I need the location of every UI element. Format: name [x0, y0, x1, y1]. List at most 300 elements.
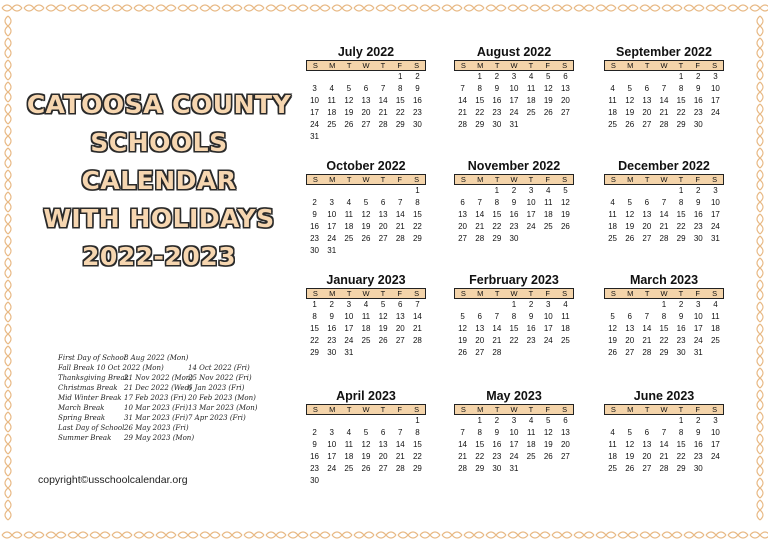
day-cell: 13	[642, 210, 652, 219]
weekday-header: W	[362, 61, 370, 70]
holiday-name: Last Day of School	[58, 424, 125, 432]
holiday-end-date: 7 Apr 2023 (Fri)	[188, 414, 246, 422]
weekday-header: T	[380, 61, 386, 70]
day-cell: 15	[509, 324, 519, 333]
day-cell: 22	[395, 108, 405, 117]
weekday-header: S	[610, 405, 616, 414]
day-cell	[340, 131, 357, 143]
day-cell: 30	[412, 120, 422, 129]
week-row	[454, 221, 574, 233]
day-cell: 18	[361, 324, 371, 333]
day-cell: 20	[642, 222, 652, 231]
day-cell: 9	[415, 84, 420, 93]
day-cell: 13	[642, 440, 652, 449]
week-row	[306, 451, 426, 463]
day-cell: 4	[363, 300, 369, 309]
day-cell	[323, 71, 340, 83]
month-title: January 2023	[326, 273, 406, 287]
day-cell: 27	[378, 464, 388, 473]
day-cell: 19	[625, 108, 635, 117]
day-cell: 16	[412, 96, 422, 105]
border-motif	[68, 5, 88, 11]
border-motif	[684, 5, 704, 11]
day-cell	[454, 71, 471, 83]
weekday-header: T	[346, 405, 352, 414]
holiday-end-date: 25 Nov 2022 (Fri)	[188, 374, 252, 382]
day-cell: 19	[543, 440, 553, 449]
border-motif	[757, 412, 763, 432]
day-cell: 17	[526, 210, 536, 219]
day-cell: 27	[475, 348, 485, 357]
day-cell: 24	[310, 120, 320, 129]
day-cell	[375, 415, 392, 427]
day-cell	[471, 299, 488, 311]
day-cell	[340, 475, 357, 487]
day-cell: 21	[458, 108, 468, 117]
day-cell: 30	[310, 476, 320, 485]
day-cell: 3	[312, 84, 317, 93]
weekday-header: M	[627, 289, 634, 298]
day-cell: 28	[659, 120, 669, 129]
month-calendar	[604, 272, 724, 359]
week-row	[306, 475, 426, 487]
day-cell: 5	[627, 198, 632, 207]
weekday-header: M	[329, 405, 336, 414]
day-cell: 10	[310, 96, 320, 105]
day-cell: 2	[494, 416, 500, 425]
day-cell: 6	[363, 84, 369, 93]
day-cell	[621, 71, 638, 83]
day-cell: 2	[696, 72, 701, 81]
border-motif	[5, 346, 11, 366]
day-cell: 12	[458, 324, 468, 333]
border-motif	[288, 5, 308, 11]
border-motif	[5, 500, 11, 520]
day-cell: 24	[327, 234, 337, 243]
week-row	[454, 335, 574, 347]
day-cell	[488, 299, 505, 311]
day-cell: 20	[395, 324, 405, 333]
decorative-border-top	[0, 0, 768, 16]
border-motif	[5, 38, 11, 58]
week-row	[306, 245, 426, 257]
day-cell: 3	[696, 300, 701, 309]
day-cell: 20	[625, 336, 635, 345]
decorative-border-right	[752, 0, 768, 543]
day-cell: 16	[693, 96, 703, 105]
day-cell: 15	[676, 96, 686, 105]
day-cell: 18	[526, 440, 536, 449]
title-line: WITH HOLIDAYS	[43, 204, 275, 233]
border-motif	[200, 532, 220, 538]
week-row	[454, 119, 574, 131]
weekday-header: F	[695, 289, 701, 298]
day-cell: 19	[625, 452, 635, 461]
week-row	[604, 335, 724, 347]
week-row	[454, 209, 574, 221]
day-cell: 9	[696, 84, 701, 93]
day-cell	[621, 299, 638, 311]
weekday-header: W	[660, 175, 668, 184]
day-cell: 8	[477, 84, 482, 93]
weekday-header: T	[528, 175, 534, 184]
day-cell	[638, 299, 655, 311]
weekday-header: F	[397, 175, 403, 184]
day-cell: 20	[560, 440, 570, 449]
border-motif	[706, 532, 726, 538]
week-row	[604, 323, 724, 335]
day-cell: 16	[310, 222, 320, 231]
weekday-header: F	[545, 289, 551, 298]
border-motif	[200, 5, 220, 11]
holiday-end-date: 20 Feb 2023 (Mon)	[188, 394, 256, 402]
day-cell: 6	[477, 312, 482, 321]
week-row	[604, 221, 724, 233]
weekday-header: M	[477, 175, 484, 184]
day-cell: 29	[676, 234, 686, 243]
weekday-header: T	[528, 405, 534, 414]
week-row	[306, 209, 426, 221]
month-title: July 2022	[337, 45, 395, 59]
day-cell: 16	[492, 96, 502, 105]
day-cell: 14	[642, 324, 652, 333]
weekday-header: T	[494, 289, 500, 298]
day-cell	[621, 415, 638, 427]
month-title: March 2023	[629, 273, 699, 287]
day-cell: 1	[494, 186, 500, 195]
day-cell: 17	[310, 108, 320, 117]
border-motif	[134, 5, 154, 11]
month-calendar	[454, 44, 574, 131]
border-motif	[662, 5, 682, 11]
day-cell: 5	[627, 84, 632, 93]
border-motif	[5, 104, 11, 124]
week-row	[306, 197, 426, 209]
day-cell: 8	[477, 428, 482, 437]
border-motif	[757, 38, 763, 58]
day-cell: 20	[560, 96, 570, 105]
day-cell: 27	[625, 348, 635, 357]
holiday-name: Christmas Break	[58, 384, 118, 392]
weekday-header: M	[329, 175, 336, 184]
day-cell: 20	[458, 222, 468, 231]
border-motif	[178, 532, 198, 538]
weekday-header: T	[494, 61, 500, 70]
weekday-header: S	[712, 405, 718, 414]
day-cell: 8	[398, 84, 403, 93]
day-cell: 28	[395, 464, 405, 473]
day-cell	[392, 245, 409, 257]
month-calendar	[604, 388, 724, 475]
week-row	[454, 83, 574, 95]
title-line: SCHOOLS	[90, 128, 228, 157]
day-cell: 9	[528, 312, 534, 321]
day-cell: 17	[710, 440, 720, 449]
day-cell: 22	[412, 452, 422, 461]
day-cell: 5	[346, 84, 352, 93]
day-cell: 19	[543, 96, 553, 105]
border-motif	[90, 5, 110, 11]
week-row	[454, 311, 574, 323]
day-cell: 8	[494, 198, 500, 207]
weekday-header: W	[510, 175, 518, 184]
day-cell: 30	[509, 234, 519, 243]
day-cell: 17	[344, 324, 354, 333]
weekday-header-row	[306, 288, 426, 299]
border-motif	[757, 478, 763, 498]
day-cell	[557, 233, 574, 245]
weekday-header: S	[460, 175, 466, 184]
day-cell: 26	[361, 464, 371, 473]
weekday-header: F	[545, 405, 551, 414]
day-cell	[454, 299, 471, 311]
day-cell: 30	[492, 120, 502, 129]
week-row	[604, 347, 724, 359]
weekday-header-row	[604, 174, 724, 185]
day-cell: 27	[378, 234, 388, 243]
day-cell: 22	[509, 336, 519, 345]
border-motif	[757, 368, 763, 388]
day-cell: 26	[608, 348, 618, 357]
day-cell: 9	[312, 210, 317, 219]
weekday-header-row	[454, 174, 574, 185]
day-cell: 11	[711, 312, 720, 321]
day-cell: 28	[492, 348, 502, 357]
day-cell	[323, 415, 340, 427]
weekday-header: S	[312, 289, 318, 298]
border-motif	[112, 5, 132, 11]
border-motif	[757, 258, 763, 278]
day-cell: 20	[378, 452, 388, 461]
day-cell: 11	[608, 440, 617, 449]
day-cell: 3	[511, 72, 517, 81]
day-cell: 23	[310, 234, 320, 243]
border-motif	[5, 82, 11, 102]
day-cell: 5	[610, 312, 615, 321]
day-cell: 15	[412, 440, 422, 449]
day-cell	[409, 347, 426, 359]
border-motif	[442, 532, 462, 538]
day-cell: 24	[710, 108, 720, 117]
holiday-end-date: 13 Mar 2023 (Mon)	[188, 404, 258, 412]
day-cell: 21	[395, 452, 405, 461]
day-cell: 30	[676, 348, 686, 357]
border-motif	[222, 5, 242, 11]
weekday-header: S	[312, 175, 318, 184]
day-cell: 16	[492, 440, 502, 449]
day-cell: 20	[642, 108, 652, 117]
border-motif	[640, 5, 660, 11]
day-cell	[375, 131, 392, 143]
week-row	[454, 197, 574, 209]
border-motif	[757, 346, 763, 366]
day-cell: 23	[693, 222, 703, 231]
day-cell	[357, 131, 374, 143]
day-cell: 7	[380, 84, 386, 93]
week-row	[604, 311, 724, 323]
holiday-start-date: 29 May 2023 (Mon)	[124, 434, 195, 442]
border-motif	[90, 532, 110, 538]
border-motif	[728, 5, 748, 11]
day-cell: 7	[415, 300, 420, 309]
week-row	[604, 185, 724, 197]
day-cell: 1	[477, 72, 482, 81]
day-cell: 28	[412, 336, 422, 345]
day-cell: 4	[546, 186, 551, 195]
day-cell: 8	[511, 312, 517, 321]
day-cell: 4	[610, 84, 615, 93]
day-cell: 4	[610, 428, 615, 437]
calendar-title	[24, 86, 294, 276]
week-row	[604, 119, 724, 131]
week-row	[454, 427, 574, 439]
day-cell	[604, 71, 621, 83]
day-cell: 7	[460, 428, 465, 437]
day-cell: 1	[661, 300, 667, 309]
border-motif	[5, 412, 11, 432]
border-motif	[552, 532, 572, 538]
border-motif	[398, 532, 418, 538]
weekday-header: M	[477, 61, 484, 70]
day-cell	[340, 185, 357, 197]
border-motif	[178, 5, 198, 11]
day-cell: 29	[310, 348, 320, 357]
day-cell: 5	[460, 312, 465, 321]
day-cell: 12	[543, 428, 553, 437]
day-cell: 3	[713, 416, 718, 425]
day-cell: 5	[380, 300, 386, 309]
border-motif	[5, 170, 11, 190]
border-motif	[552, 5, 572, 11]
day-cell: 18	[344, 222, 354, 231]
day-cell: 19	[625, 222, 635, 231]
day-cell: 2	[312, 198, 317, 207]
border-motif	[24, 532, 44, 538]
day-cell: 15	[676, 210, 686, 219]
weekday-header: T	[678, 289, 684, 298]
day-cell: 1	[511, 300, 517, 309]
day-cell: 4	[329, 84, 334, 93]
week-row	[604, 451, 724, 463]
week-row	[306, 311, 426, 323]
day-cell: 1	[398, 72, 403, 81]
day-cell: 30	[327, 348, 337, 357]
border-motif	[684, 532, 704, 538]
day-cell: 24	[693, 336, 703, 345]
day-cell: 20	[642, 452, 652, 461]
border-motif	[486, 532, 506, 538]
day-cell	[357, 475, 374, 487]
day-cell: 6	[644, 84, 650, 93]
week-row	[604, 95, 724, 107]
day-cell: 13	[475, 324, 485, 333]
weekday-header: W	[362, 405, 370, 414]
day-cell: 7	[661, 198, 667, 207]
border-motif	[5, 258, 11, 278]
day-cell: 18	[710, 324, 720, 333]
day-cell: 26	[344, 120, 354, 129]
day-cell: 10	[327, 210, 337, 219]
weekday-header: S	[712, 175, 718, 184]
border-motif	[244, 5, 264, 11]
day-cell: 2	[312, 428, 317, 437]
day-cell: 10	[710, 84, 720, 93]
day-cell	[357, 245, 374, 257]
day-cell: 26	[458, 348, 468, 357]
day-cell: 18	[608, 222, 618, 231]
day-cell: 7	[661, 428, 667, 437]
week-row	[604, 463, 724, 475]
month-calendar	[454, 272, 574, 359]
day-cell: 1	[678, 186, 684, 195]
weekday-header: T	[644, 61, 650, 70]
border-motif	[420, 5, 440, 11]
weekday-header-row	[306, 174, 426, 185]
day-cell: 19	[560, 210, 570, 219]
holiday-name: First Day of School	[58, 354, 126, 362]
holiday-start-date: 21 Dec 2022 (Wed)	[124, 384, 192, 392]
day-cell: 14	[395, 440, 405, 449]
weekday-header: T	[644, 405, 650, 414]
weekday-header: T	[494, 175, 500, 184]
week-row	[306, 439, 426, 451]
weekday-header: S	[610, 61, 616, 70]
week-row	[604, 107, 724, 119]
week-row	[454, 439, 574, 451]
weekday-header: T	[380, 405, 386, 414]
month-title: May 2023	[486, 389, 542, 403]
border-motif	[244, 532, 264, 538]
day-cell	[655, 415, 672, 427]
border-motif	[757, 60, 763, 80]
day-cell: 11	[561, 312, 570, 321]
day-cell: 6	[644, 428, 650, 437]
day-cell: 8	[678, 84, 684, 93]
border-motif	[5, 434, 11, 454]
day-cell: 31	[710, 234, 720, 243]
day-cell	[323, 475, 340, 487]
day-cell: 22	[310, 336, 320, 345]
day-cell: 23	[509, 222, 519, 231]
border-motif	[464, 5, 484, 11]
day-cell	[357, 185, 374, 197]
day-cell: 23	[310, 464, 320, 473]
day-cell: 14	[412, 312, 422, 321]
border-motif	[640, 532, 660, 538]
day-cell: 29	[475, 120, 485, 129]
day-cell: 17	[543, 324, 553, 333]
day-cell: 24	[509, 452, 519, 461]
week-row	[306, 95, 426, 107]
day-cell: 20	[361, 108, 371, 117]
day-cell: 18	[560, 324, 570, 333]
day-cell: 11	[327, 96, 336, 105]
week-row	[454, 323, 574, 335]
day-cell: 27	[458, 234, 468, 243]
month-title: December 2022	[618, 159, 710, 173]
weekday-header: T	[346, 175, 352, 184]
weekday-header: T	[678, 175, 684, 184]
border-motif	[5, 302, 11, 322]
day-cell: 22	[676, 108, 686, 117]
day-cell	[392, 131, 409, 143]
day-cell: 29	[412, 234, 422, 243]
day-cell: 26	[625, 464, 635, 473]
title-line: CATOOSA COUNTY	[26, 90, 292, 119]
day-cell	[707, 119, 724, 131]
day-cell: 16	[526, 324, 536, 333]
day-cell: 5	[546, 416, 551, 425]
